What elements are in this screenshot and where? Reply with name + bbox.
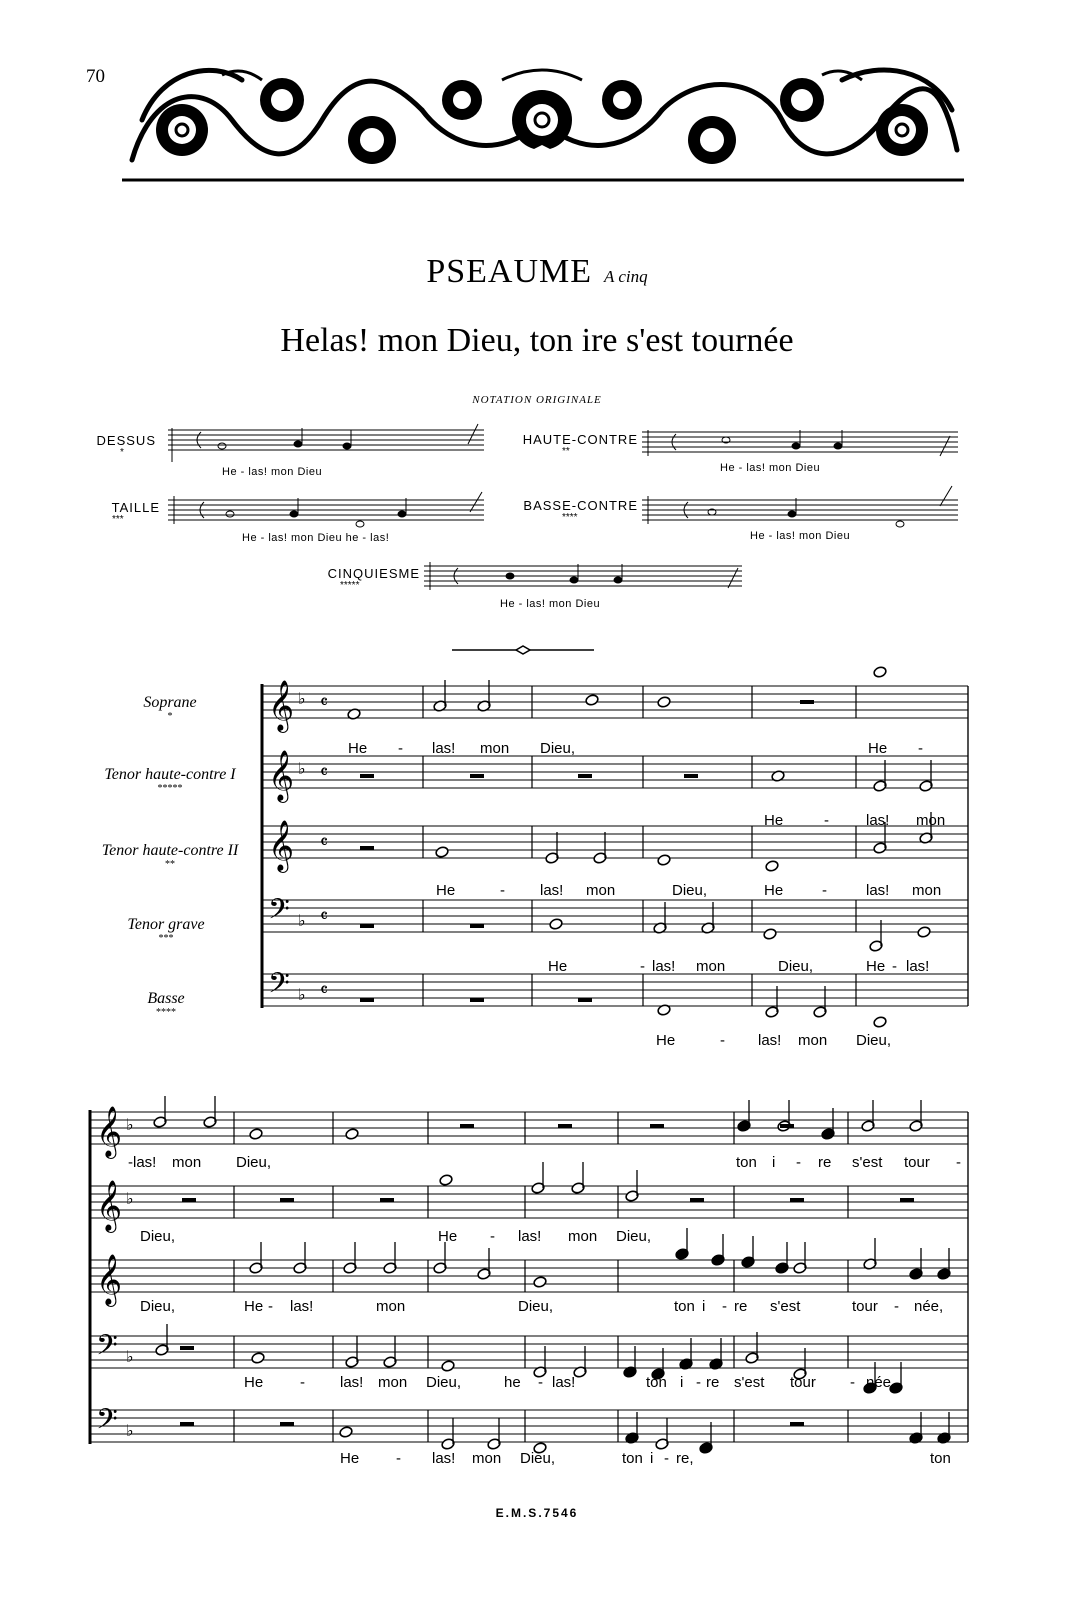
treble-clef: 𝄞: [268, 820, 295, 871]
lyric-syllable: las!: [552, 1374, 576, 1391]
lyric-syllable: las!: [518, 1228, 542, 1245]
voice-label-cinquiesme: CINQUIESME *****: [327, 566, 420, 591]
lyric-syllable: las!: [906, 958, 930, 975]
key-flat: ♭: [298, 911, 306, 930]
voice-label-basse-contre: BASSE-CONTRE ****: [523, 498, 638, 523]
time-signature: 𝄴: [320, 906, 329, 927]
lyric-syllable: mon: [472, 1450, 502, 1467]
lyric-syllable: tour: [852, 1298, 878, 1315]
lyric-syllable: -: [300, 1374, 305, 1391]
lyric-syllable: mon: [378, 1374, 408, 1391]
lyric-syllable: Dieu,: [140, 1228, 176, 1245]
lyric-syllable: -: [956, 1154, 961, 1171]
incipit-lyrics-dessus: He - las! mon Dieu: [222, 466, 323, 478]
treble-clef: 𝄞: [268, 750, 295, 801]
bass-clef: 𝄢: [268, 893, 290, 933]
lyric-syllable: s'est: [852, 1154, 883, 1171]
lyric-syllable: -: [822, 882, 827, 899]
lyric-syllable: -: [720, 1032, 725, 1049]
lyric-syllable: re: [734, 1298, 748, 1315]
lyric-syllable: las!: [652, 958, 676, 975]
instrument-label-tenor-hc1: Tenor haute-contre I *****: [104, 766, 236, 794]
lyric-syllable: ton: [736, 1154, 757, 1171]
lyric-syllable: ton: [930, 1450, 951, 1467]
voice-label-taille: TAILLE ***: [111, 500, 160, 525]
lyric-syllable: mon: [480, 740, 510, 757]
key-flat: ♭: [126, 1421, 134, 1440]
notation-heading: NOTATION ORIGINALE: [472, 394, 602, 406]
lyric-syllable: -: [894, 1298, 899, 1315]
voice-label-haute-contre: HAUTE-CONTRE **: [522, 432, 638, 457]
lyric-syllable: las!: [758, 1032, 782, 1049]
treble-clef: 𝄞: [96, 1106, 123, 1157]
voice-label-dessus: DESSUS *: [96, 433, 156, 458]
lyric-syllable: Dieu,: [616, 1228, 652, 1245]
lyric-syllable: -: [396, 1450, 401, 1467]
lyric-syllable: mon: [798, 1032, 828, 1049]
key-flat: ♭: [298, 759, 306, 778]
lyric-syllable: he: [504, 1374, 521, 1391]
lyric-syllable: Dieu,: [518, 1298, 554, 1315]
lyric-syllable: mon: [568, 1228, 598, 1245]
lyric-syllable: re,: [676, 1450, 694, 1467]
lyric-syllable: Dieu,: [856, 1032, 892, 1049]
lyric-syllable: He: [764, 882, 784, 899]
lyric-syllable: i: [772, 1154, 776, 1171]
lyric-syllable: s'est: [734, 1374, 765, 1391]
treble-clef: 𝄞: [268, 680, 295, 731]
lyric-syllable: He: [868, 740, 888, 757]
instrument-label-tenor-grave: Tenor grave ***: [127, 916, 205, 944]
lyric-syllable: Dieu,: [540, 740, 576, 757]
lyric-syllable: tour: [904, 1154, 930, 1171]
time-signature: 𝄴: [320, 980, 329, 1001]
lyric-syllable: Dieu,: [426, 1374, 462, 1391]
lyric-syllable: -: [538, 1374, 543, 1391]
lyric-syllable: re: [818, 1154, 832, 1171]
key-flat: ♭: [126, 1347, 134, 1366]
time-signature: 𝄴: [320, 832, 329, 853]
lyric-syllable: mon: [916, 812, 946, 829]
lyric-syllable: -: [696, 1374, 701, 1391]
lyric-syllable: las!: [866, 812, 890, 829]
incipit-lyrics-cinquiesme: He - las! mon Dieu: [500, 598, 601, 610]
lyric-syllable: -: [892, 958, 897, 975]
lyric-syllable: mon: [912, 882, 942, 899]
lyric-syllable: mon: [172, 1154, 202, 1171]
bass-clef: 𝄢: [268, 967, 290, 1007]
incipit-lyrics-taille: He - las! mon Dieu he - las!: [242, 532, 390, 544]
lyric-syllable: -: [850, 1374, 855, 1391]
lyric-syllable: las!: [540, 882, 564, 899]
bass-clef: 𝄢: [96, 1403, 118, 1443]
key-flat: ♭: [298, 985, 306, 1004]
lyric-syllable: -: [268, 1298, 273, 1315]
instrument-label-soprane: Soprane *: [143, 694, 197, 722]
time-signature: 𝄴: [320, 692, 329, 713]
lyric-syllable: tour: [790, 1374, 816, 1391]
lyric-syllable: s'est: [770, 1298, 801, 1315]
key-flat: ♭: [298, 689, 306, 708]
time-signature: 𝄴: [320, 762, 329, 783]
lyric-syllable: las!: [290, 1298, 314, 1315]
lyric-syllable: -: [722, 1298, 727, 1315]
lyric-syllable: He: [438, 1228, 458, 1245]
lyric-syllable: -: [640, 958, 645, 975]
lyric-syllable: -: [796, 1154, 801, 1171]
instrument-label-tenor-hc2: Tenor haute-contre II **: [101, 842, 239, 870]
lyric-syllable: He: [244, 1374, 264, 1391]
lyric-syllable: -las!: [128, 1154, 157, 1171]
lyric-syllable: He: [656, 1032, 676, 1049]
lyric-syllable: He: [436, 882, 456, 899]
lyric-syllable: las!: [866, 882, 890, 899]
lyric-syllable: i: [680, 1374, 684, 1391]
lyric-syllable: mon: [376, 1298, 406, 1315]
lyric-syllable: He: [548, 958, 568, 975]
lyric-syllable: las!: [432, 1450, 456, 1467]
lyric-syllable: ton: [622, 1450, 643, 1467]
treble-clef: 𝄞: [96, 1254, 123, 1305]
lyric-syllable: -: [918, 740, 923, 757]
bass-clef: 𝄢: [96, 1329, 118, 1369]
lyric-syllable: He: [340, 1450, 360, 1467]
lyric-syllable: i: [650, 1450, 654, 1467]
key-flat: ♭: [126, 1189, 134, 1208]
lyric-syllable: i: [702, 1298, 706, 1315]
lyric-syllable: Dieu,: [140, 1298, 176, 1315]
lyric-syllable: mon: [696, 958, 726, 975]
instrument-label-basse: Basse ****: [147, 990, 185, 1018]
lyric-syllable: -: [490, 1228, 495, 1245]
lyric-syllable: -: [824, 812, 829, 829]
lyric-syllable: Dieu,: [520, 1450, 556, 1467]
lyric-syllable: las!: [432, 740, 456, 757]
incipit-lyrics-haute-contre: He - las! mon Dieu: [720, 462, 821, 474]
treble-clef: 𝄞: [96, 1180, 123, 1231]
lyric-syllable: He: [348, 740, 368, 757]
key-flat: ♭: [126, 1115, 134, 1134]
lyric-syllable: -: [664, 1450, 669, 1467]
lyric-syllable: -: [398, 740, 403, 757]
page-number: 70: [86, 66, 105, 87]
lyric-syllable: ton: [646, 1374, 667, 1391]
lyric-syllable: He: [866, 958, 886, 975]
lyric-syllable: mon: [586, 882, 616, 899]
lyric-syllable: las!: [340, 1374, 364, 1391]
incipit-lyrics-basse-contre: He - las! mon Dieu: [750, 530, 851, 542]
lyric-syllable: Dieu,: [672, 882, 708, 899]
lyric-syllable: née,: [914, 1298, 944, 1315]
lyric-syllable: Dieu,: [778, 958, 814, 975]
piece-subtitle: Helas! mon Dieu, ton ire s'est tournée: [280, 322, 794, 359]
lyric-syllable: He: [764, 812, 784, 829]
lyric-syllable: née,: [866, 1374, 896, 1391]
plate-number: E.M.S.7546: [495, 1506, 579, 1520]
lyric-syllable: -: [500, 882, 505, 899]
lyric-syllable: He: [244, 1298, 264, 1315]
lyric-syllable: ton: [674, 1298, 695, 1315]
lyric-syllable: Dieu,: [236, 1154, 272, 1171]
lyric-syllable: re: [706, 1374, 720, 1391]
piece-title: PSEAUME A cinq: [426, 253, 648, 290]
